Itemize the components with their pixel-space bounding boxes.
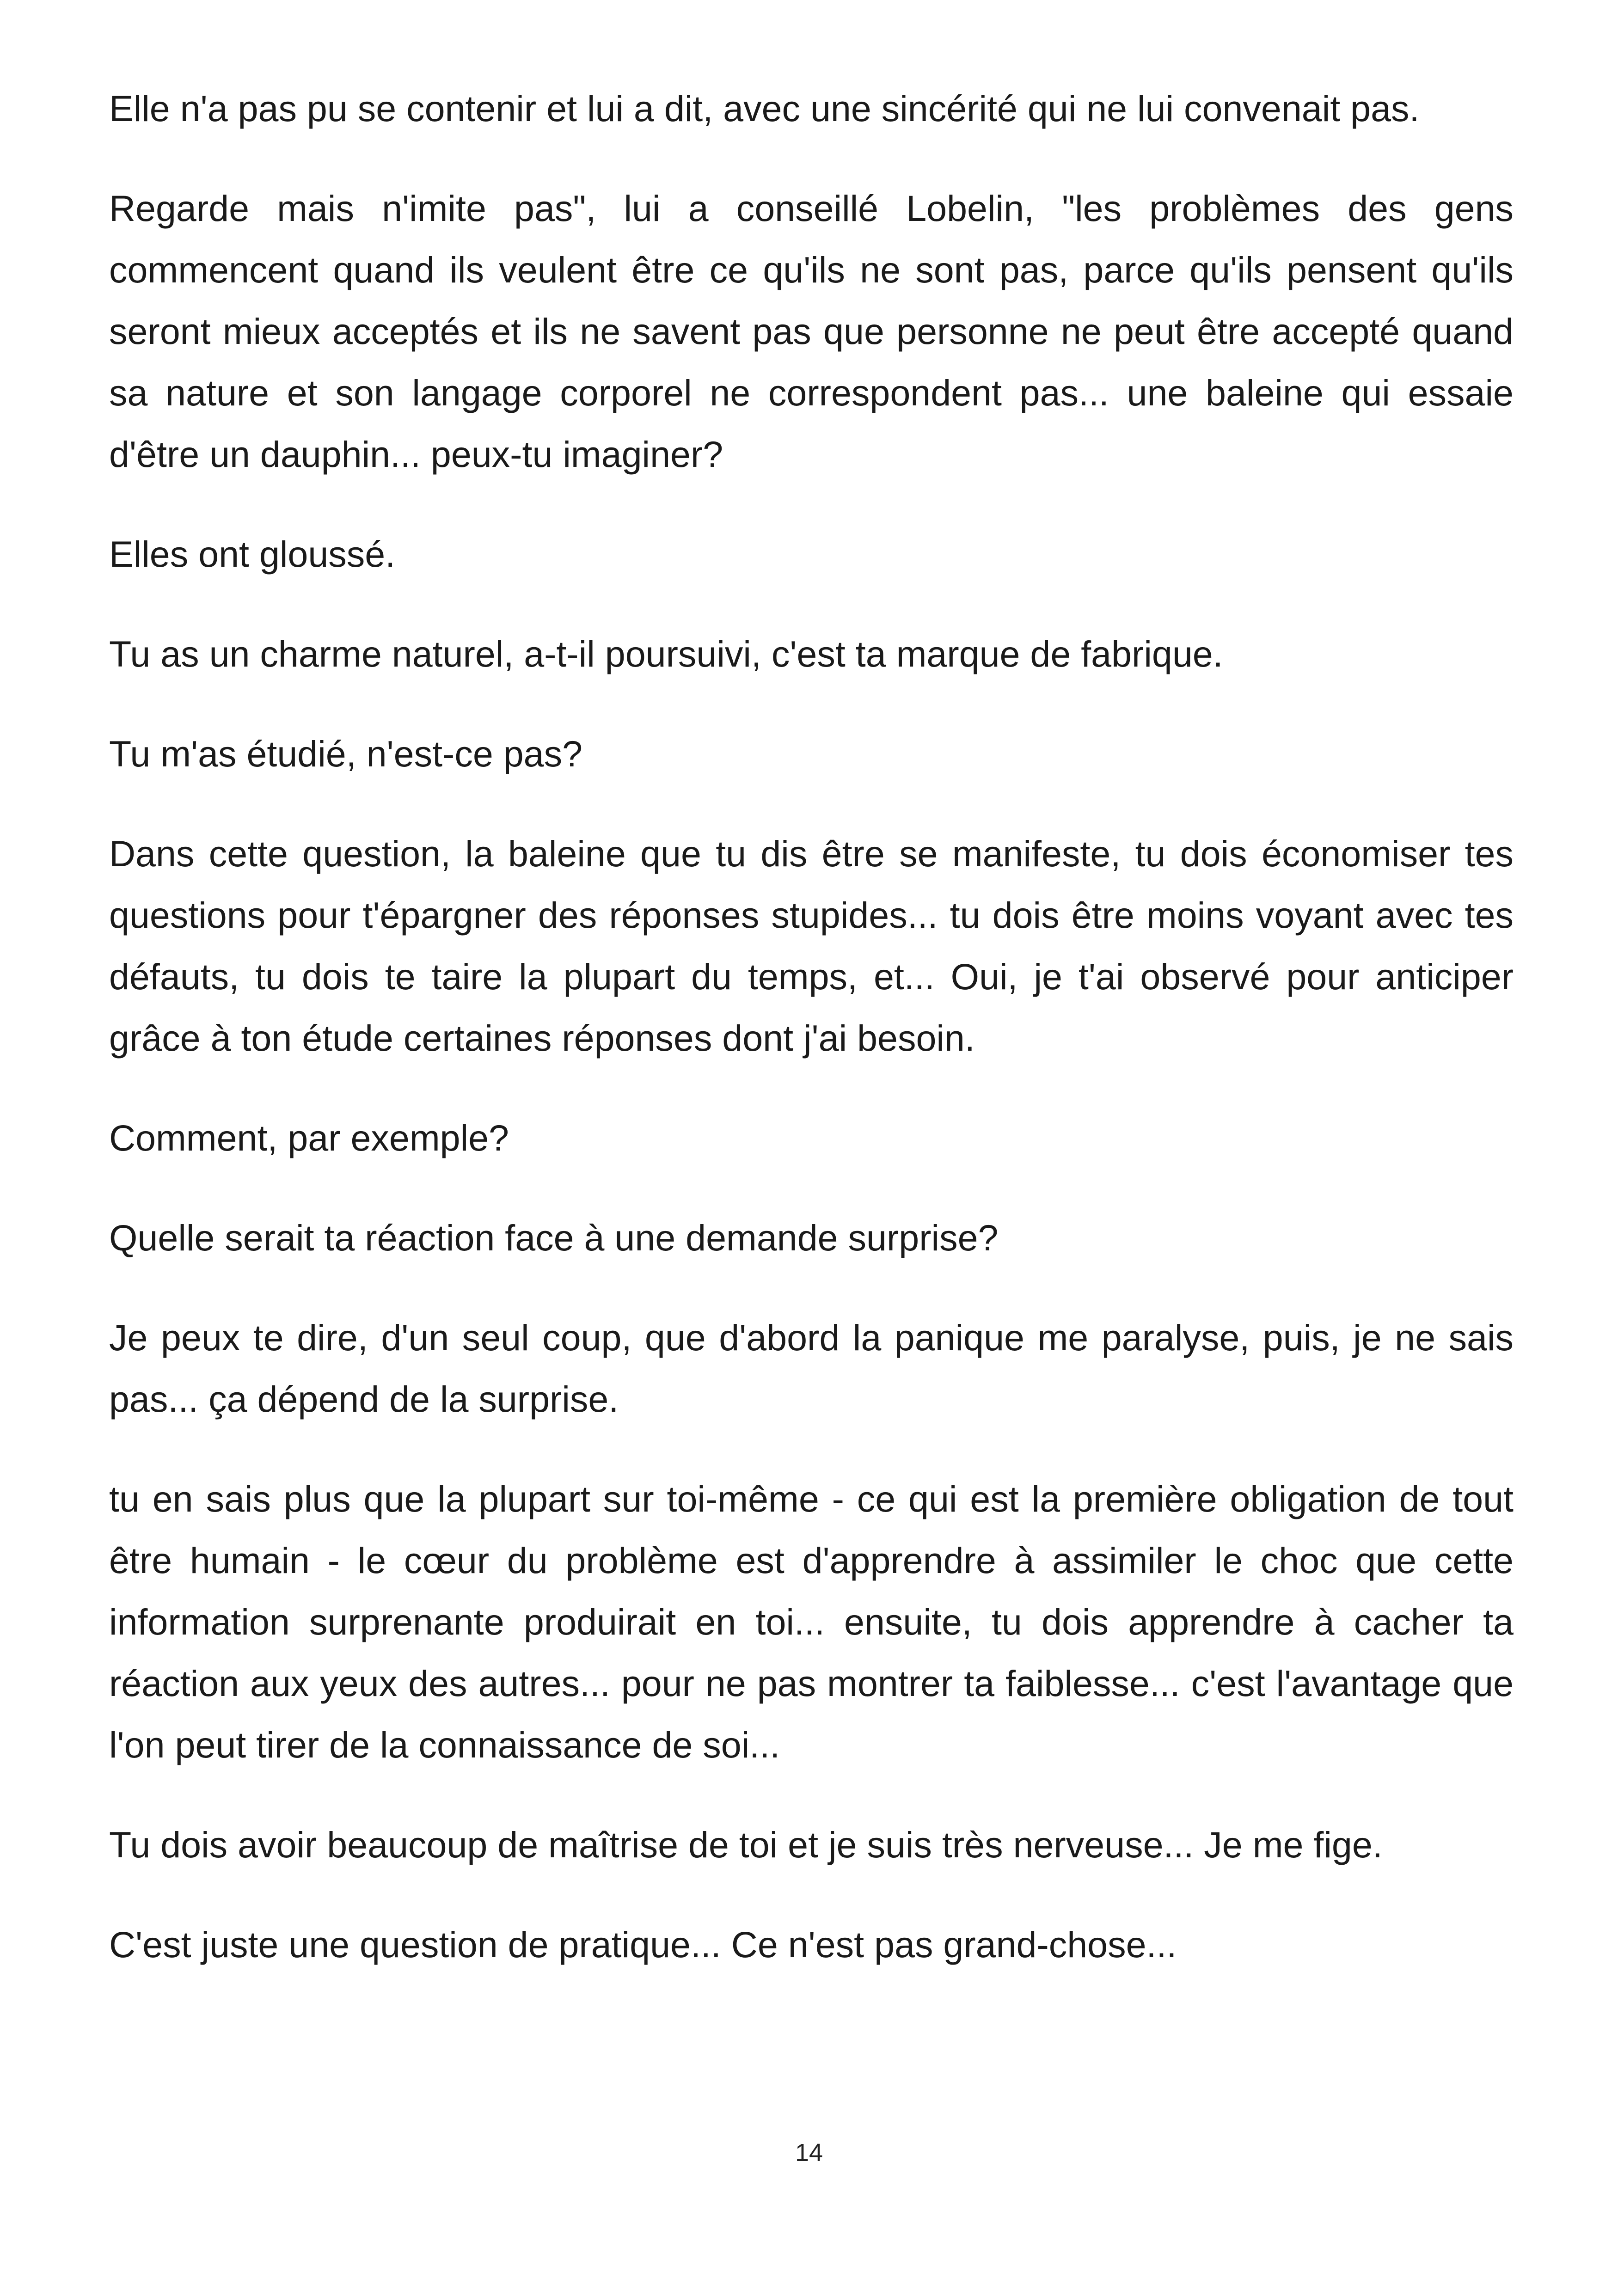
paragraph: Tu as un charme naturel, a-t-il poursuivi, c'est ta marque de fabrique. — [109, 633, 1223, 674]
body-text — [109, 78, 1514, 2014]
paragraph: Tu dois avoir beaucoup de maîtrise de toi et je suis très nerveuse... Je me fige. — [109, 1824, 1383, 1865]
paragraph: Dans cette question, la baleine que tu dis être se manifeste, tu dois économiser tes questions pour t'épargner des réponses stupides... tu dois être moins voyant avec tes défauts, tu dois te taire la plupart du temps, et... Oui, je t'ai observé pour anticiper grâce à ton étude certaines réponses dont j'ai besoin. — [109, 833, 1514, 1059]
paragraph: Je peux te dire, d'un seul coup, que d'abord la panique me paralyse, puis, je ne sais pas... ça dépend de la surprise. — [109, 1317, 1514, 1420]
paragraph: Elles ont gloussé. — [109, 533, 396, 575]
paragraph: Quelle serait ta réaction face à une demande surprise? — [109, 1217, 999, 1258]
paragraph: Tu m'as étudié, n'est-ce pas? — [109, 733, 583, 774]
page-number: 14 — [795, 2139, 823, 2167]
paragraph: Regarde mais n'imite pas", lui a conseillé Lobelin, "les problèmes des gens commencent quand ils veulent être ce qu'ils ne sont pas, parce qu'ils pensent qu'ils seront mieux acceptés et ils ne savent pas que personne ne peut être accepté quand sa nature et son langage corporel ne correspondent pas... une baleine qui essaie d'être un dauphin... peux-tu imaginer? — [109, 188, 1514, 475]
paragraph: Comment, par exemple? — [109, 1117, 509, 1158]
paragraph: tu en sais plus que la plupart sur toi-même - ce qui est la première obligation de tout être humain - le cœur du problème est d'apprendre à assimiler le choc que cette information surprenante produirait en toi... ensuite, tu dois apprendre à cacher ta réaction aux yeux des autres... pour ne pas montrer ta faiblesse... c'est l'avantage que l'on peut tirer de la connaissance de soi... — [109, 1478, 1514, 1765]
paragraph: C'est juste une question de pratique... Ce n'est pas grand-chose... — [109, 1924, 1177, 1965]
paragraph: Elle n'a pas pu se contenir et lui a dit, avec une sincérité qui ne lui convenait pas. — [109, 88, 1420, 129]
